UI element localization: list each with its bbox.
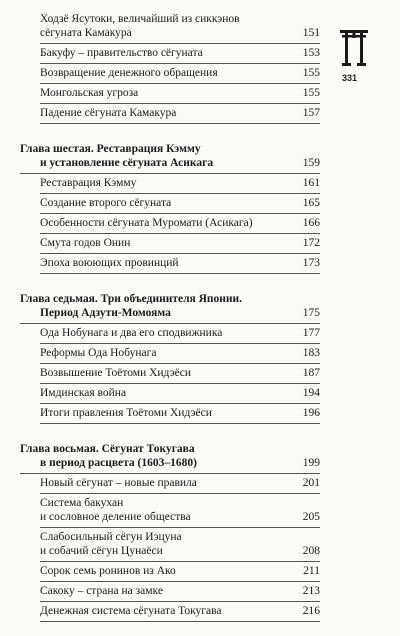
toc-entry-title bbox=[40, 406, 320, 420]
toc-entry-title-line: Смута годов Онин bbox=[40, 237, 131, 249]
toc-entry-title bbox=[40, 176, 320, 190]
toc-entry-title bbox=[40, 366, 320, 380]
toc-page-number: 172 bbox=[302, 237, 320, 249]
toc-entry-title-line: Бакуфу – правительство сёгуната bbox=[40, 47, 203, 59]
toc-entry-title bbox=[40, 12, 320, 40]
toc-page-number: 175 bbox=[302, 307, 320, 319]
toc-entry bbox=[40, 174, 320, 194]
toc-entry-title bbox=[40, 326, 320, 340]
toc-entry bbox=[40, 84, 320, 104]
toc-entry-title-line: Падение сёгуната Камакура bbox=[40, 107, 177, 119]
toc-entry-title bbox=[40, 236, 320, 250]
torii-gate-icon bbox=[340, 30, 368, 66]
toc-entry-title bbox=[40, 66, 320, 80]
toc-entry-title bbox=[40, 196, 320, 210]
toc-chapter-entry bbox=[20, 290, 320, 324]
toc-entry-title-line: Период Адзути-Момояма bbox=[40, 307, 171, 319]
toc-page-number: 196 bbox=[302, 407, 320, 419]
toc-entry bbox=[40, 44, 320, 64]
toc-entry-title-line: сёгуната Камакура bbox=[40, 27, 132, 39]
toc-page-number: 159 bbox=[302, 157, 320, 169]
toc-page-number: 177 bbox=[302, 327, 320, 339]
toc-entry bbox=[40, 562, 320, 582]
toc-entry-title bbox=[40, 496, 320, 524]
toc-page-number: 165 bbox=[302, 197, 320, 209]
toc-entry bbox=[40, 494, 320, 528]
toc-entry bbox=[40, 364, 320, 384]
toc-entry-title-line: и сословное деление общества bbox=[40, 511, 191, 523]
toc-entry-title-line: Итоги правления Тоётоми Хидэёси bbox=[40, 407, 212, 419]
toc-entry-title-line: Слабосильный сёгун Иэцуна bbox=[40, 531, 182, 543]
toc-entry-title bbox=[40, 346, 320, 360]
toc-entry-title bbox=[40, 564, 320, 578]
toc-page-number: 166 bbox=[302, 217, 320, 229]
toc-page-number: 194 bbox=[302, 387, 320, 399]
toc-entry bbox=[40, 404, 320, 424]
toc-entry-title-line: Глава восьмая. Сёгунат Токугава bbox=[20, 443, 195, 455]
toc-page-number: 201 bbox=[302, 477, 320, 489]
toc-page-number: 173 bbox=[302, 257, 320, 269]
toc-entry bbox=[40, 194, 320, 214]
toc-page-number: 161 bbox=[302, 177, 320, 189]
toc-entry bbox=[40, 344, 320, 364]
toc-page-number: 205 bbox=[302, 511, 320, 523]
toc-entry bbox=[40, 254, 320, 274]
toc-entry bbox=[40, 234, 320, 254]
toc-page-number: 155 bbox=[302, 67, 320, 79]
toc-entry-title bbox=[40, 584, 320, 598]
toc-entry-title-line: Глава седьмая. Три объединителя Японии. bbox=[20, 293, 243, 305]
toc-entry-title bbox=[40, 46, 320, 60]
toc-entry-title bbox=[40, 476, 320, 490]
toc-page-number: 151 bbox=[302, 27, 320, 39]
toc-entry bbox=[40, 602, 320, 622]
toc-page-number: 213 bbox=[302, 585, 320, 597]
toc-entry-title-line: в период расцвета (1603–1680) bbox=[40, 457, 197, 469]
toc-entry bbox=[40, 10, 320, 44]
toc-entry-title-line: Новый сёгунат – новые правила bbox=[40, 477, 197, 489]
toc-entry-title-line: Ходзё Ясутоки, величайший из сиккэнов bbox=[40, 13, 240, 25]
toc-entry bbox=[40, 214, 320, 234]
toc-page-number: 157 bbox=[302, 107, 320, 119]
toc-entry-title-line: Возвращение денежного обращения bbox=[40, 67, 218, 79]
toc-page-number: 183 bbox=[302, 347, 320, 359]
toc-entry-title-line: Сакоку – страна на замке bbox=[40, 585, 163, 597]
toc-chapter-entry bbox=[20, 140, 320, 174]
toc-entry bbox=[40, 324, 320, 344]
toc-entry bbox=[40, 528, 320, 562]
toc-entry-title bbox=[40, 256, 320, 270]
toc-page-number: 199 bbox=[302, 457, 320, 469]
page-number: 331 bbox=[342, 73, 358, 83]
toc-entry-title-line: Возвышение Тоётоми Хидэёси bbox=[40, 367, 191, 379]
toc-page-number: 208 bbox=[302, 545, 320, 557]
toc-chapter-entry bbox=[20, 440, 320, 474]
toc-page-number: 211 bbox=[303, 565, 320, 577]
toc-page-number: 216 bbox=[302, 605, 320, 617]
toc-entry-title bbox=[40, 216, 320, 230]
table-of-contents bbox=[20, 0, 320, 622]
toc-page-number: 153 bbox=[302, 47, 320, 59]
toc-entry bbox=[40, 582, 320, 602]
toc-entry-title bbox=[20, 292, 320, 320]
toc-page-number: 155 bbox=[302, 87, 320, 99]
toc-entry-title-line: Система бакухан bbox=[40, 497, 124, 509]
toc-entry-title-line: Создание второго сёгуната bbox=[40, 197, 172, 209]
toc-entry bbox=[40, 474, 320, 494]
toc-entry-title-line: и собачий сёгун Цунаёси bbox=[40, 545, 163, 557]
toc-entry-title bbox=[40, 530, 320, 558]
toc-entry-title-line: Сорок семь ронинов из Ако bbox=[40, 565, 176, 577]
toc-entry-title-line: Особенности сёгуната Муромати (Асикага) bbox=[40, 217, 253, 229]
toc-entry bbox=[40, 64, 320, 84]
toc-entry-title-line: Монгольская угроза bbox=[40, 87, 139, 99]
toc-entry-title-line: и установление сёгуната Асикага bbox=[40, 157, 214, 169]
toc-entry-title bbox=[40, 386, 320, 400]
toc-entry-title bbox=[40, 604, 320, 618]
toc-entry-title bbox=[20, 142, 320, 170]
toc-entry-title-line: Реформы Ода Нобунага bbox=[40, 347, 157, 359]
toc-entry-title-line: Эпоха воюющих провинций bbox=[40, 257, 179, 269]
toc-entry bbox=[40, 384, 320, 404]
toc-entry-title bbox=[40, 106, 320, 120]
toc-page-number: 187 bbox=[302, 367, 320, 379]
toc-entry-title-line: Реставрация Кэмму bbox=[40, 177, 137, 189]
toc-entry bbox=[40, 104, 320, 124]
toc-entry-title-line: Денежная система сёгуната Токугава bbox=[40, 605, 222, 617]
toc-entry-title-line: Ода Нобунага и два его сподвижника bbox=[40, 327, 223, 339]
toc-entry-title-line: Имдинская война bbox=[40, 387, 127, 399]
toc-entry-title-line: Глава шестая. Реставрация Кэмму bbox=[20, 143, 201, 155]
toc-entry-title bbox=[20, 442, 320, 470]
toc-entry-title bbox=[40, 86, 320, 100]
